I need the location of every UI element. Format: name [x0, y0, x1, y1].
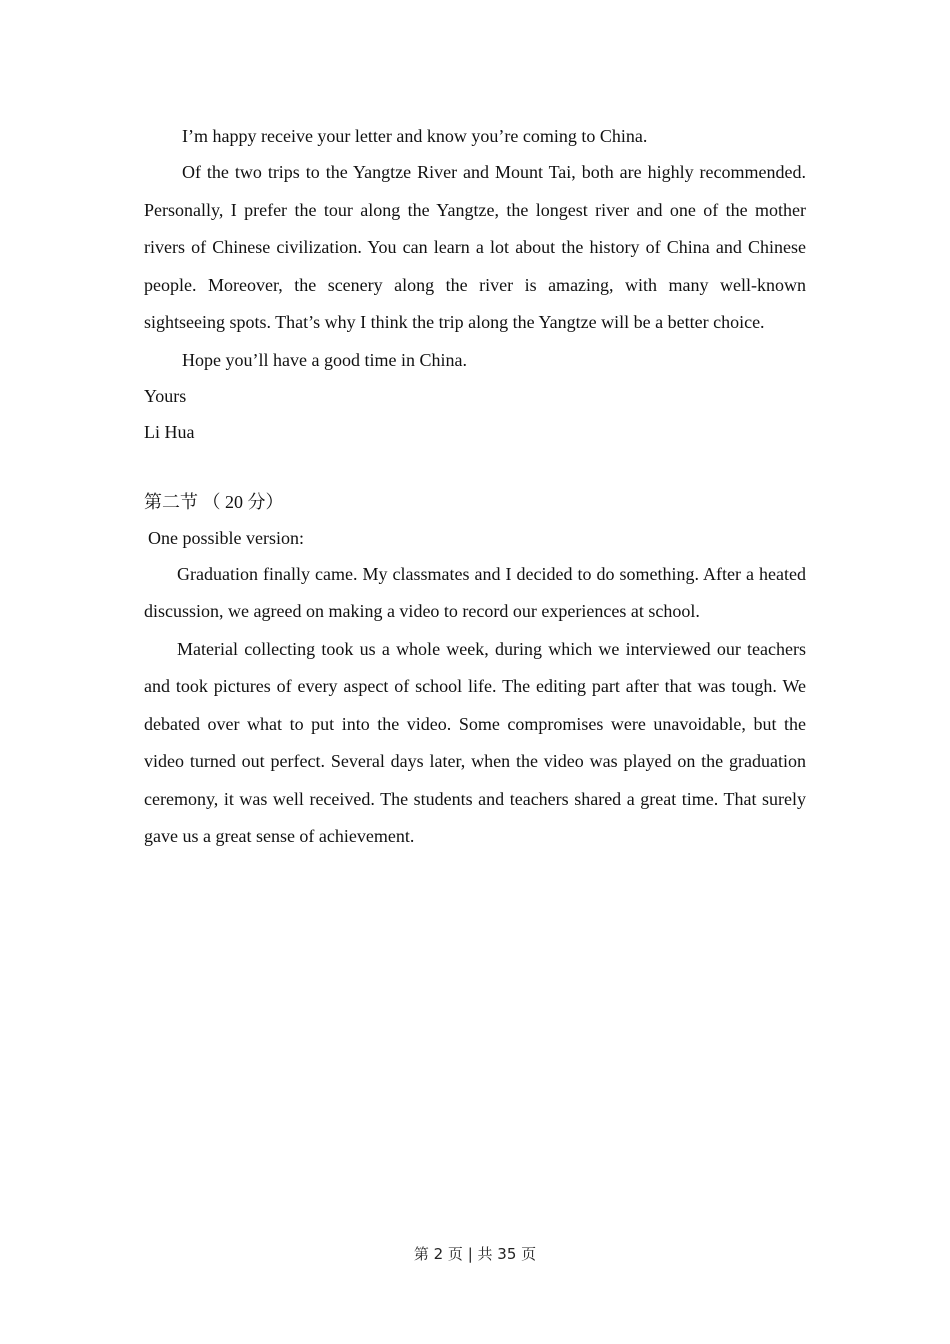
letter-signoff: Yours: [144, 385, 187, 406]
letter-closing-line: Hope you’ll have a good time in China.: [182, 349, 467, 370]
section-heading: 第二节 （ 20 分）: [144, 491, 284, 512]
page-footer: 第 2 页 | 共 35 页: [413, 1245, 537, 1263]
version-label: One possible version:: [148, 527, 304, 548]
section-gap: [144, 450, 806, 484]
letter-body-paragraph: Of the two trips to the Yangtze River and Mount Tai, both are highly recommended. Personally, I prefer the tour along the Yangtze, the longest river and one of the mother rivers of Chinese civilization. You can learn a lot about the history of China and Chinese people. Moreover, the scenery along the river is amazing, with many well-known sightseeing spots. That’s why I think the trip along the Yangtze will be a better choice.: [144, 162, 806, 332]
letter-greeting-line: I’m happy receive your letter and know you’re coming to China.: [182, 126, 648, 146]
essay-paragraph-1: Graduation finally came. My classmates and I decided to do something. After a heated discussion, we agreed on making a video to record our experiences at school.: [144, 563, 806, 621]
letter-signature: Li Hua: [144, 421, 195, 442]
page-content: [144, 118, 806, 856]
essay-paragraph-2: Material collecting took us a whole week, during which we interviewed our teachers and took pictures of every aspect of school life. The editing part after that was tough. We debated over what to put into the video. Some compromises were unavoidable, but the video turned out perfect. Several days later, when the video was played on the graduation ceremony, it was well received. The students and teachers shared a great time. That surely gave us a great sense of achievement.: [144, 638, 806, 846]
